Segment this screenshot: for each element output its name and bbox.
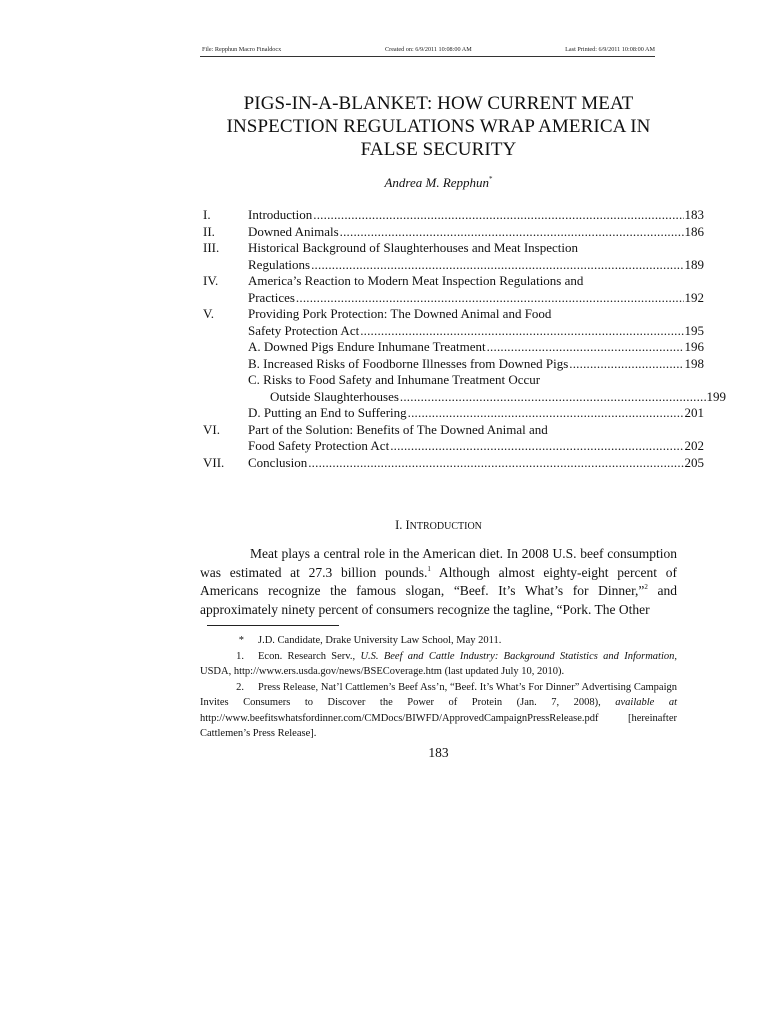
title-line: FALSE SECURITY xyxy=(360,139,517,160)
toc-entry-text: Downed Animals xyxy=(248,223,339,239)
toc-page-number: 199 xyxy=(706,388,726,404)
toc-dot-leader xyxy=(296,290,684,307)
toc-page-number: 195 xyxy=(684,322,704,338)
footnote-divider xyxy=(207,625,339,626)
header-printed-date: Last Printed: 6/9/2011 10:08:00 AM xyxy=(565,46,655,53)
toc-entry xyxy=(200,388,726,406)
author-line xyxy=(200,175,677,191)
toc-entry-text: Providing Pork Protection: The Downed Animal and Food xyxy=(248,306,552,321)
toc-entry-number: VI. xyxy=(203,421,220,437)
toc-entry-text: Introduction xyxy=(248,207,313,222)
header-created-date: Created on: 6/9/2011 10:08:00 AM xyxy=(385,46,472,53)
toc-page-number: 198 xyxy=(684,355,704,371)
toc-entry xyxy=(200,256,704,274)
toc-entry-text: Conclusion xyxy=(248,454,308,470)
toc-entry-text: D. Putting an End to Suffering xyxy=(248,405,407,420)
title-line: PIGS-IN-A-BLANKET: HOW CURRENT MEAT xyxy=(243,93,634,114)
footnote: 1. Econ. Research Serv., U.S. Beef and Cattle Industry: Background Statistics and Information, USDA, http://www.ers.usda.gov/news/BSECoverage.htm (last updated July 10, 2010). xyxy=(200,650,677,677)
toc-dot-leader xyxy=(390,438,683,455)
author-footnote-mark: * xyxy=(489,175,493,183)
toc-entry-text: Safety Protection Act xyxy=(248,322,360,338)
section-heading: I. INTRODUCTION xyxy=(395,518,482,532)
article-title xyxy=(200,92,677,161)
toc-entry-text: Outside Slaughterhouses xyxy=(270,388,399,404)
toc-entry-number: II. xyxy=(203,223,215,239)
toc-dot-leader xyxy=(400,389,706,406)
toc-entry xyxy=(200,405,704,422)
toc-page-number: 183 xyxy=(684,207,704,222)
running-header xyxy=(200,45,655,57)
footnote: * J.D. Candidate, Drake University Law School, May 2011. xyxy=(238,635,502,646)
toc-entry-text: C. Risks to Food Safety and Inhumane Treatment Occur xyxy=(248,372,541,387)
toc-entry-line xyxy=(200,273,656,290)
toc-entry-line xyxy=(200,372,656,389)
toc-page-number: 205 xyxy=(684,454,704,470)
toc-page-number: 201 xyxy=(684,405,704,420)
toc-entry-text: Part of the Solution: Benefits of The Downed Animal and xyxy=(248,421,548,437)
footnote: 2. Press Release, Nat’l Cattlemen’s Beef Ass’n, “Beef. It’s What’s For Dinner” Advertising Campaign Invites Consumers to Discover the Power of Protein (Jan. 7, 2008), available at http://www.beefitswhatsfordinner.com/CMDocs/BIWFD/ApprovedCampaignPressRelease.pdf [hereinafter Cattlemen’s Press Release]. xyxy=(200,681,677,739)
toc-entry-text: America’s Reaction to Modern Meat Inspection Regulations and xyxy=(248,273,584,288)
toc-dot-leader xyxy=(308,455,683,472)
toc-page-number: 189 xyxy=(684,256,704,272)
toc-entry xyxy=(200,223,704,241)
toc-page-number: 196 xyxy=(684,339,704,354)
toc-page-number: 192 xyxy=(684,289,704,305)
footnotes xyxy=(200,633,677,742)
toc-entry xyxy=(200,322,704,340)
toc-entry-text: B. Increased Risks of Foodborne Illnesses from Downed Pigs xyxy=(248,355,569,371)
toc-dot-leader xyxy=(311,257,683,274)
body-text xyxy=(200,545,677,619)
toc-entry-number: III. xyxy=(203,240,220,255)
toc-entry-number: IV. xyxy=(203,273,219,288)
toc-entry-line xyxy=(200,306,656,323)
title-line: INSPECTION REGULATIONS WRAP AMERICA IN xyxy=(226,116,651,137)
toc-dot-leader xyxy=(569,356,683,373)
toc-entry xyxy=(200,355,704,373)
toc-entry xyxy=(200,339,704,356)
toc-entry-line xyxy=(200,240,656,257)
toc-entry-number: V. xyxy=(203,306,214,321)
header-file-name: File: Repphun Macro Finaldocx xyxy=(202,46,282,53)
toc-entry xyxy=(200,438,704,455)
footnote-ref: 2 xyxy=(644,583,648,591)
toc-dot-leader xyxy=(313,207,683,224)
toc-page-number: 202 xyxy=(684,438,704,453)
toc-entry-line xyxy=(200,422,656,439)
author-name: Andrea M. Repphun xyxy=(384,175,490,190)
toc-entry-text: A. Downed Pigs Endure Inhumane Treatment xyxy=(248,339,486,354)
toc-entry-text: Regulations xyxy=(248,256,311,272)
toc-dot-leader xyxy=(360,323,683,340)
toc-dot-leader xyxy=(487,339,684,356)
toc-entry-text: Practices xyxy=(248,289,295,305)
toc-page-number: 186 xyxy=(684,223,704,239)
toc-entry xyxy=(200,454,704,472)
footnote-ref: 1 xyxy=(427,564,431,573)
toc-entry-number: I. xyxy=(203,207,211,222)
body-paragraph: Meat plays a central role in the American diet. In 2008 U.S. beef consumption was estimated at 27.3 billion pounds.$^1$ Although almost eighty-eight percent of Americans recognize the famous slogan, “Beef. It’s What’s for Dinner,”$^2$ and approximately ninety percent of consumers recognize the tagline, “Pork. The Other xyxy=(200,546,677,617)
toc-dot-leader xyxy=(408,405,684,422)
toc-dot-leader xyxy=(340,224,684,241)
toc-entry-text: Historical Background of Slaughterhouses and Meat Inspection xyxy=(248,240,578,255)
page-number: 183 xyxy=(428,745,449,760)
toc-entry xyxy=(200,289,704,307)
toc-entry-number: VII. xyxy=(203,454,225,470)
toc-entry-text: Food Safety Protection Act xyxy=(248,438,390,453)
table-of-contents xyxy=(200,207,726,471)
toc-entry xyxy=(200,207,704,224)
